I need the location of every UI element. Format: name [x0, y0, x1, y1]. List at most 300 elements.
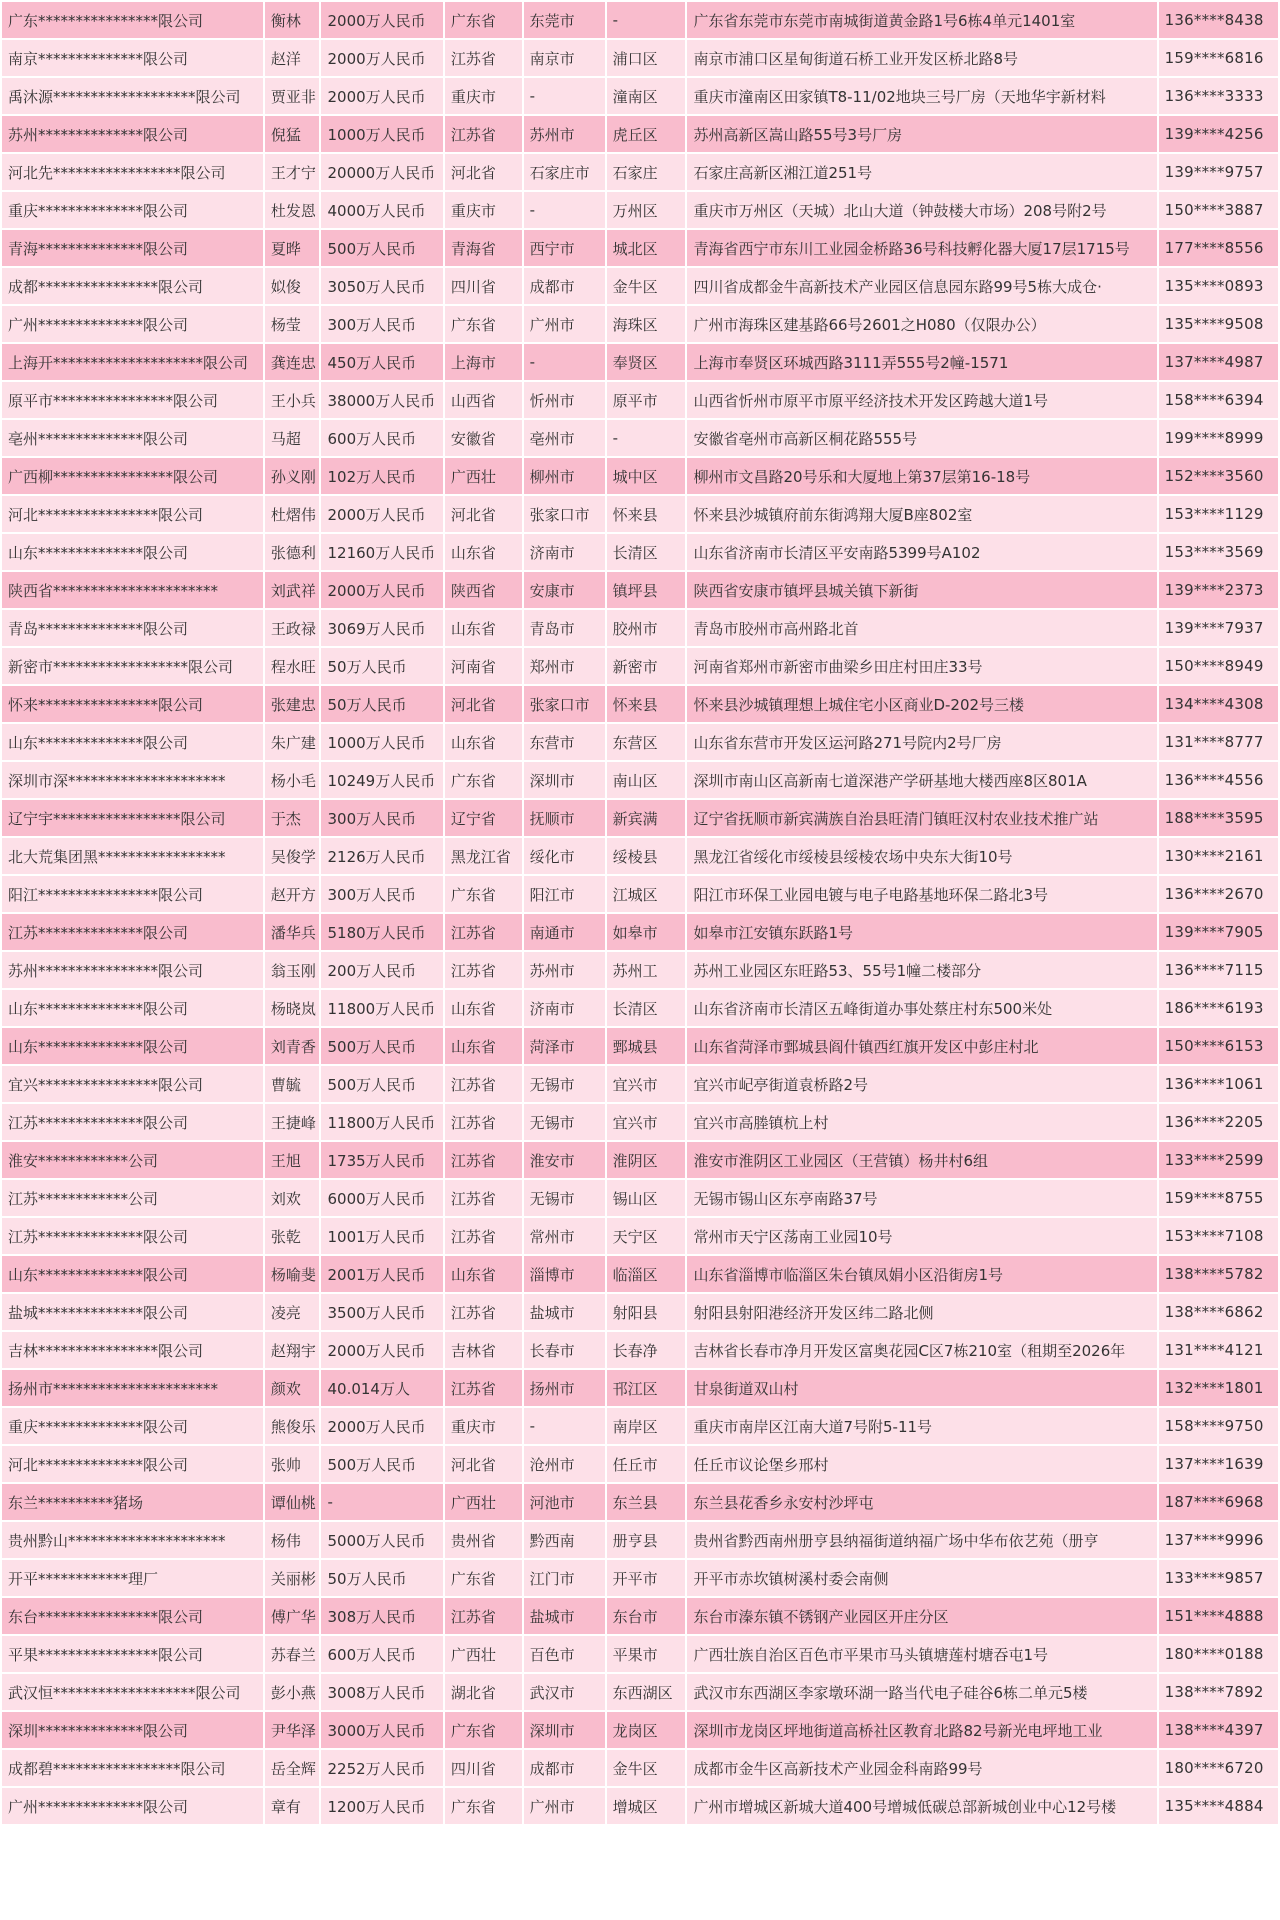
company-name-cell: 河北**************限公司 [2, 1446, 263, 1482]
address-cell: 广西壮族自治区百色市平果市马头镇塘莲村塘吞屯1号 [687, 1636, 1156, 1672]
contact-cell: 曹毓 [265, 1066, 320, 1102]
table-row [2, 382, 1278, 418]
address-cell: 辽宁省抚顺市新宾满族自治县旺清门镇旺汉村农业技术推广站 [687, 800, 1156, 836]
capital-cell: 3500万人民币 [321, 1294, 442, 1330]
province-cell: 江苏省 [445, 1142, 522, 1178]
contact-cell: 杨伟 [265, 1522, 320, 1558]
company-name-cell: 苏州**************限公司 [2, 116, 263, 152]
capital-cell: 2000万人民币 [321, 1332, 442, 1368]
contact-cell: 彭小燕 [265, 1674, 320, 1710]
capital-cell: 1000万人民币 [321, 724, 442, 760]
capital-cell: 2000万人民币 [321, 572, 442, 608]
city-cell: 青岛市 [524, 610, 605, 646]
province-cell: 广东省 [445, 762, 522, 798]
address-cell: 柳州市文昌路20号乐和大厦地上第37层第16-18号 [687, 458, 1156, 494]
province-cell: 江苏省 [445, 40, 522, 76]
table-row [2, 306, 1278, 342]
company-name-cell: 淮安************公司 [2, 1142, 263, 1178]
table-row [2, 1788, 1278, 1824]
province-cell: 江苏省 [445, 914, 522, 950]
address-cell: 淮安市淮阴区工业园区（王营镇）杨井村6组 [687, 1142, 1156, 1178]
table-row [2, 230, 1278, 266]
capital-cell: 102万人民币 [321, 458, 442, 494]
table-row [2, 2, 1278, 38]
city-cell: 绥化市 [524, 838, 605, 874]
address-cell: 宜兴市高塍镇杭上村 [687, 1104, 1156, 1140]
contact-cell: 张乾 [265, 1218, 320, 1254]
phone-cell: 131****8777 [1159, 724, 1278, 760]
province-cell: 广东省 [445, 2, 522, 38]
province-cell: 黑龙江省 [445, 838, 522, 874]
contact-cell: 张建忠 [265, 686, 320, 722]
company-name-cell: 新密市******************限公司 [2, 648, 263, 684]
province-cell: 陕西省 [445, 572, 522, 608]
city-cell: 菏泽市 [524, 1028, 605, 1064]
province-cell: 江苏省 [445, 952, 522, 988]
district-cell: 长清区 [607, 990, 686, 1026]
contact-cell: 王捷峰 [265, 1104, 320, 1140]
contact-cell: 倪猛 [265, 116, 320, 152]
phone-cell: 136****2205 [1159, 1104, 1278, 1140]
contact-cell: 苏春兰 [265, 1636, 320, 1672]
province-cell: 山东省 [445, 610, 522, 646]
province-cell: 河北省 [445, 154, 522, 190]
company-name-cell: 江苏**************限公司 [2, 1218, 263, 1254]
province-cell: 四川省 [445, 268, 522, 304]
contact-cell: 程水旺 [265, 648, 320, 684]
table-row [2, 1104, 1278, 1140]
district-cell: 南山区 [607, 762, 686, 798]
contact-cell: 王小兵 [265, 382, 320, 418]
district-cell: 天宁区 [607, 1218, 686, 1254]
phone-cell: 199****8999 [1159, 420, 1278, 456]
city-cell: 扬州市 [524, 1370, 605, 1406]
district-cell: 虎丘区 [607, 116, 686, 152]
table-row [2, 1750, 1278, 1786]
district-cell: 长清区 [607, 534, 686, 570]
contact-cell: 岳全辉 [265, 1750, 320, 1786]
province-cell: 江苏省 [445, 1294, 522, 1330]
district-cell: 石家庄 [607, 154, 686, 190]
capital-cell: 600万人民币 [321, 1636, 442, 1672]
table-row [2, 40, 1278, 76]
company-name-cell: 亳州**************限公司 [2, 420, 263, 456]
district-cell: 新密市 [607, 648, 686, 684]
table-row [2, 268, 1278, 304]
address-cell: 青岛市胶州市高州路北首 [687, 610, 1156, 646]
address-cell: 山东省济南市长清区平安南路5399号A102 [687, 534, 1156, 570]
phone-cell: 152****3560 [1159, 458, 1278, 494]
company-name-cell: 江苏**************限公司 [2, 1104, 263, 1140]
city-cell: 忻州市 [524, 382, 605, 418]
company-name-cell: 苏州****************限公司 [2, 952, 263, 988]
company-name-cell: 重庆**************限公司 [2, 1408, 263, 1444]
province-cell: 广东省 [445, 1712, 522, 1748]
capital-cell: 20000万人民币 [321, 154, 442, 190]
table-row [2, 800, 1278, 836]
address-cell: 深圳市南山区高新南七道深港产学研基地大楼西座8区801A [687, 762, 1156, 798]
address-cell: 山东省东营市开发区运河路271号院内2号厂房 [687, 724, 1156, 760]
province-cell: 河南省 [445, 648, 522, 684]
contact-cell: 尹华泽 [265, 1712, 320, 1748]
capital-cell: 50万人民币 [321, 686, 442, 722]
city-cell: 石家庄市 [524, 154, 605, 190]
company-name-cell: 青岛**************限公司 [2, 610, 263, 646]
district-cell: 东台市 [607, 1598, 686, 1634]
contact-cell: 傅广华 [265, 1598, 320, 1634]
city-cell: 河池市 [524, 1484, 605, 1520]
district-cell: 金牛区 [607, 268, 686, 304]
capital-cell: 6000万人民币 [321, 1180, 442, 1216]
contact-cell: 刘武祥 [265, 572, 320, 608]
district-cell: 增城区 [607, 1788, 686, 1824]
district-cell: 长春净 [607, 1332, 686, 1368]
capital-cell: 450万人民币 [321, 344, 442, 380]
phone-cell: 135****0893 [1159, 268, 1278, 304]
contact-cell: 张德利 [265, 534, 320, 570]
province-cell: 河北省 [445, 686, 522, 722]
address-cell: 南京市浦口区星甸街道石桥工业开发区桥北路8号 [687, 40, 1156, 76]
capital-cell: 2126万人民币 [321, 838, 442, 874]
capital-cell: 300万人民币 [321, 306, 442, 342]
company-name-cell: 广东****************限公司 [2, 2, 263, 38]
city-cell: 淄博市 [524, 1256, 605, 1292]
contact-cell: 马超 [265, 420, 320, 456]
province-cell: 广东省 [445, 306, 522, 342]
district-cell: 金牛区 [607, 1750, 686, 1786]
table-row [2, 1408, 1278, 1444]
address-cell: 山东省菏泽市鄄城县阎什镇西红旗开发区中彭庄村北 [687, 1028, 1156, 1064]
company-name-cell: 东兰**********猪场 [2, 1484, 263, 1520]
company-name-cell: 山东**************限公司 [2, 1256, 263, 1292]
province-cell: 湖北省 [445, 1674, 522, 1710]
address-cell: 阳江市环保工业园电镀与电子电路基地环保二路北3号 [687, 876, 1156, 912]
province-cell: 山东省 [445, 724, 522, 760]
company-name-cell: 原平市****************限公司 [2, 382, 263, 418]
capital-cell: 12160万人民币 [321, 534, 442, 570]
contact-cell: 王旭 [265, 1142, 320, 1178]
address-cell: 宜兴市屺亭街道袁桥路2号 [687, 1066, 1156, 1102]
table-row [2, 192, 1278, 228]
phone-cell: 135****9508 [1159, 306, 1278, 342]
city-cell: 东营市 [524, 724, 605, 760]
province-cell: 广西壮 [445, 1636, 522, 1672]
phone-cell: 136****7115 [1159, 952, 1278, 988]
contact-cell: 潘华兵 [265, 914, 320, 950]
district-cell: 东营区 [607, 724, 686, 760]
contact-cell: 杜发恩 [265, 192, 320, 228]
contact-cell: 关丽彬 [265, 1560, 320, 1596]
district-cell: 浦口区 [607, 40, 686, 76]
address-cell: 武汉市东西湖区李家墩环湖一路当代电子硅谷6栋二单元5楼 [687, 1674, 1156, 1710]
table-row [2, 154, 1278, 190]
city-cell: 西宁市 [524, 230, 605, 266]
city-cell: 苏州市 [524, 952, 605, 988]
contact-cell: 杨喻斐 [265, 1256, 320, 1292]
contact-cell: 熊俊乐 [265, 1408, 320, 1444]
city-cell: 无锡市 [524, 1104, 605, 1140]
city-cell: 苏州市 [524, 116, 605, 152]
phone-cell: 139****4256 [1159, 116, 1278, 152]
district-cell: 如皋市 [607, 914, 686, 950]
city-cell: 郑州市 [524, 648, 605, 684]
city-cell: 黔西南 [524, 1522, 605, 1558]
phone-cell: 150****3887 [1159, 192, 1278, 228]
city-cell: 张家口市 [524, 686, 605, 722]
phone-cell: 137****4987 [1159, 344, 1278, 380]
table-row [2, 1066, 1278, 1102]
address-cell: 甘泉街道双山村 [687, 1370, 1156, 1406]
contact-cell: 张帅 [265, 1446, 320, 1482]
contact-cell: 杨小毛 [265, 762, 320, 798]
table-row [2, 838, 1278, 874]
city-cell: 无锡市 [524, 1180, 605, 1216]
address-cell: 贵州省黔西南州册亨县纳福街道纳福广场中华布依艺苑（册亨 [687, 1522, 1156, 1558]
company-name-cell: 重庆**************限公司 [2, 192, 263, 228]
table-row [2, 1484, 1278, 1520]
city-cell: 柳州市 [524, 458, 605, 494]
province-cell: 重庆市 [445, 78, 522, 114]
capital-cell: 2000万人民币 [321, 40, 442, 76]
table-row [2, 876, 1278, 912]
phone-cell: 136****8438 [1159, 2, 1278, 38]
district-cell: 东西湖区 [607, 1674, 686, 1710]
contact-cell: 杨晓岚 [265, 990, 320, 1026]
district-cell: 邗江区 [607, 1370, 686, 1406]
phone-cell: 180****0188 [1159, 1636, 1278, 1672]
phone-cell: 187****6968 [1159, 1484, 1278, 1520]
address-cell: 常州市天宁区荡南工业园10号 [687, 1218, 1156, 1254]
company-name-cell: 上海开********************限公司 [2, 344, 263, 380]
address-cell: 开平市赤坎镇树溪村委会南侧 [687, 1560, 1156, 1596]
province-cell: 四川省 [445, 1750, 522, 1786]
province-cell: 江苏省 [445, 1370, 522, 1406]
contact-cell: 赵开方 [265, 876, 320, 912]
city-cell: 东莞市 [524, 2, 605, 38]
city-cell: 沧州市 [524, 1446, 605, 1482]
table-row [2, 1028, 1278, 1064]
table-row [2, 610, 1278, 646]
contact-cell: 衡林 [265, 2, 320, 38]
district-cell: 潼南区 [607, 78, 686, 114]
contact-cell: 翁玉刚 [265, 952, 320, 988]
capital-cell: 5000万人民币 [321, 1522, 442, 1558]
district-cell: 万州区 [607, 192, 686, 228]
district-cell: 怀来县 [607, 496, 686, 532]
table-row [2, 762, 1278, 798]
table-row [2, 686, 1278, 722]
company-name-cell: 深圳市深********************* [2, 762, 263, 798]
address-cell: 如皋市江安镇东跃路1号 [687, 914, 1156, 950]
address-cell: 苏州工业园区东旺路53、55号1幢二楼部分 [687, 952, 1156, 988]
contact-cell: 孙义刚 [265, 458, 320, 494]
company-name-cell: 江苏**************限公司 [2, 914, 263, 950]
address-cell: 怀来县沙城镇府前东街鸿翔大厦B座802室 [687, 496, 1156, 532]
company-name-cell: 武汉恒*******************限公司 [2, 1674, 263, 1710]
phone-cell: 130****2161 [1159, 838, 1278, 874]
province-cell: 广东省 [445, 1560, 522, 1596]
contact-cell: 王政禄 [265, 610, 320, 646]
table-row [2, 534, 1278, 570]
table-row [2, 648, 1278, 684]
capital-cell: 3050万人民币 [321, 268, 442, 304]
province-cell: 广西壮 [445, 458, 522, 494]
table-row [2, 116, 1278, 152]
address-cell: 重庆市万州区（天城）北山大道（钟鼓楼大市场）208号附2号 [687, 192, 1156, 228]
city-cell: 武汉市 [524, 1674, 605, 1710]
contact-cell: 章有 [265, 1788, 320, 1824]
capital-cell: 3069万人民币 [321, 610, 442, 646]
contact-cell: 贾亚非 [265, 78, 320, 114]
district-cell: 怀来县 [607, 686, 686, 722]
phone-cell: 139****9757 [1159, 154, 1278, 190]
capital-cell: 2001万人民币 [321, 1256, 442, 1292]
city-cell: 广州市 [524, 306, 605, 342]
company-name-cell: 陕西省********************** [2, 572, 263, 608]
district-cell: 奉贤区 [607, 344, 686, 380]
company-name-cell: 南京**************限公司 [2, 40, 263, 76]
phone-cell: 159****8755 [1159, 1180, 1278, 1216]
phone-cell: 138****4397 [1159, 1712, 1278, 1748]
province-cell: 山东省 [445, 990, 522, 1026]
company-name-cell: 贵州黔山********************* [2, 1522, 263, 1558]
city-cell: 张家口市 [524, 496, 605, 532]
contact-cell: 赵洋 [265, 40, 320, 76]
capital-cell: 3008万人民币 [321, 1674, 442, 1710]
address-cell: 石家庄高新区湘江道251号 [687, 154, 1156, 190]
phone-cell: 158****6394 [1159, 382, 1278, 418]
address-cell: 广州市海珠区建基路66号2601之H080（仅限办公） [687, 306, 1156, 342]
table-row [2, 1522, 1278, 1558]
capital-cell: 38000万人民币 [321, 382, 442, 418]
company-name-cell: 成都****************限公司 [2, 268, 263, 304]
phone-cell: 139****2373 [1159, 572, 1278, 608]
address-cell: 河南省郑州市新密市曲梁乡田庄村田庄33号 [687, 648, 1156, 684]
contact-cell: 杨莹 [265, 306, 320, 342]
capital-cell: - [321, 1484, 442, 1520]
district-cell: 鄄城县 [607, 1028, 686, 1064]
district-cell: 射阳县 [607, 1294, 686, 1330]
capital-cell: 2252万人民币 [321, 1750, 442, 1786]
contact-cell: 王才宁 [265, 154, 320, 190]
phone-cell: 188****3595 [1159, 800, 1278, 836]
capital-cell: 3000万人民币 [321, 1712, 442, 1748]
company-name-cell: 广州**************限公司 [2, 306, 263, 342]
company-name-cell: 深圳**************限公司 [2, 1712, 263, 1748]
contact-cell: 姒俊 [265, 268, 320, 304]
company-name-cell: 河北先*****************限公司 [2, 154, 263, 190]
company-name-cell: 山东**************限公司 [2, 534, 263, 570]
district-cell: 绥棱县 [607, 838, 686, 874]
phone-cell: 153****7108 [1159, 1218, 1278, 1254]
table-row [2, 1142, 1278, 1178]
contact-cell: 龚连忠 [265, 344, 320, 380]
phone-cell: 131****4121 [1159, 1332, 1278, 1368]
phone-cell: 135****4884 [1159, 1788, 1278, 1824]
address-cell: 山西省忻州市原平市原平经济技术开发区跨越大道1号 [687, 382, 1156, 418]
city-cell: 安康市 [524, 572, 605, 608]
address-cell: 苏州高新区嵩山路55号3号厂房 [687, 116, 1156, 152]
district-cell: 城北区 [607, 230, 686, 266]
capital-cell: 1000万人民币 [321, 116, 442, 152]
table-row [2, 1256, 1278, 1292]
address-cell: 任丘市议论堡乡邢村 [687, 1446, 1156, 1482]
phone-cell: 177****8556 [1159, 230, 1278, 266]
city-cell: - [524, 1408, 605, 1444]
capital-cell: 1735万人民币 [321, 1142, 442, 1178]
table-row [2, 1218, 1278, 1254]
district-cell: 胶州市 [607, 610, 686, 646]
table-row [2, 458, 1278, 494]
company-name-cell: 怀来****************限公司 [2, 686, 263, 722]
phone-cell: 158****9750 [1159, 1408, 1278, 1444]
phone-cell: 159****6816 [1159, 40, 1278, 76]
district-cell: - [607, 420, 686, 456]
phone-cell: 180****6720 [1159, 1750, 1278, 1786]
company-name-cell: 禹沐源*******************限公司 [2, 78, 263, 114]
district-cell: 原平市 [607, 382, 686, 418]
address-cell: 射阳县射阳港经济开发区纬二路北侧 [687, 1294, 1156, 1330]
capital-cell: 10249万人民币 [321, 762, 442, 798]
city-cell: 盐城市 [524, 1294, 605, 1330]
district-cell: 平果市 [607, 1636, 686, 1672]
capital-cell: 500万人民币 [321, 230, 442, 266]
contact-cell: 夏晔 [265, 230, 320, 266]
table-row [2, 990, 1278, 1026]
phone-cell: 137****9996 [1159, 1522, 1278, 1558]
table-row [2, 78, 1278, 114]
city-cell: 深圳市 [524, 762, 605, 798]
company-name-cell: 宜兴****************限公司 [2, 1066, 263, 1102]
table-row [2, 1560, 1278, 1596]
capital-cell: 11800万人民币 [321, 1104, 442, 1140]
company-name-cell: 山东**************限公司 [2, 1028, 263, 1064]
contact-cell: 杜熠伟 [265, 496, 320, 532]
table-row [2, 1636, 1278, 1672]
table-row [2, 914, 1278, 950]
capital-cell: 40.014万人 [321, 1370, 442, 1406]
district-cell: 城中区 [607, 458, 686, 494]
address-cell: 无锡市锡山区东亭南路37号 [687, 1180, 1156, 1216]
table-row [2, 496, 1278, 532]
district-cell: 苏州工 [607, 952, 686, 988]
address-cell: 广东省东莞市东莞市南城街道黄金路1号6栋4单元1401室 [687, 2, 1156, 38]
phone-cell: 132****1801 [1159, 1370, 1278, 1406]
phone-cell: 136****4556 [1159, 762, 1278, 798]
table-row [2, 1332, 1278, 1368]
province-cell: 江苏省 [445, 116, 522, 152]
capital-cell: 11800万人民币 [321, 990, 442, 1026]
capital-cell: 300万人民币 [321, 800, 442, 836]
phone-cell: 136****3333 [1159, 78, 1278, 114]
company-name-cell: 吉林****************限公司 [2, 1332, 263, 1368]
province-cell: 江苏省 [445, 1104, 522, 1140]
capital-cell: 600万人民币 [321, 420, 442, 456]
city-cell: 盐城市 [524, 1598, 605, 1634]
phone-cell: 150****6153 [1159, 1028, 1278, 1064]
district-cell: 东兰县 [607, 1484, 686, 1520]
company-name-cell: 盐城**************限公司 [2, 1294, 263, 1330]
phone-cell: 136****2670 [1159, 876, 1278, 912]
address-cell: 上海市奉贤区环城西路3111弄555号2幢-1571 [687, 344, 1156, 380]
province-cell: 山东省 [445, 1028, 522, 1064]
province-cell: 青海省 [445, 230, 522, 266]
contact-cell: 刘青香 [265, 1028, 320, 1064]
city-cell: 淮安市 [524, 1142, 605, 1178]
district-cell: 开平市 [607, 1560, 686, 1596]
table-row [2, 952, 1278, 988]
province-cell: 江苏省 [445, 1180, 522, 1216]
